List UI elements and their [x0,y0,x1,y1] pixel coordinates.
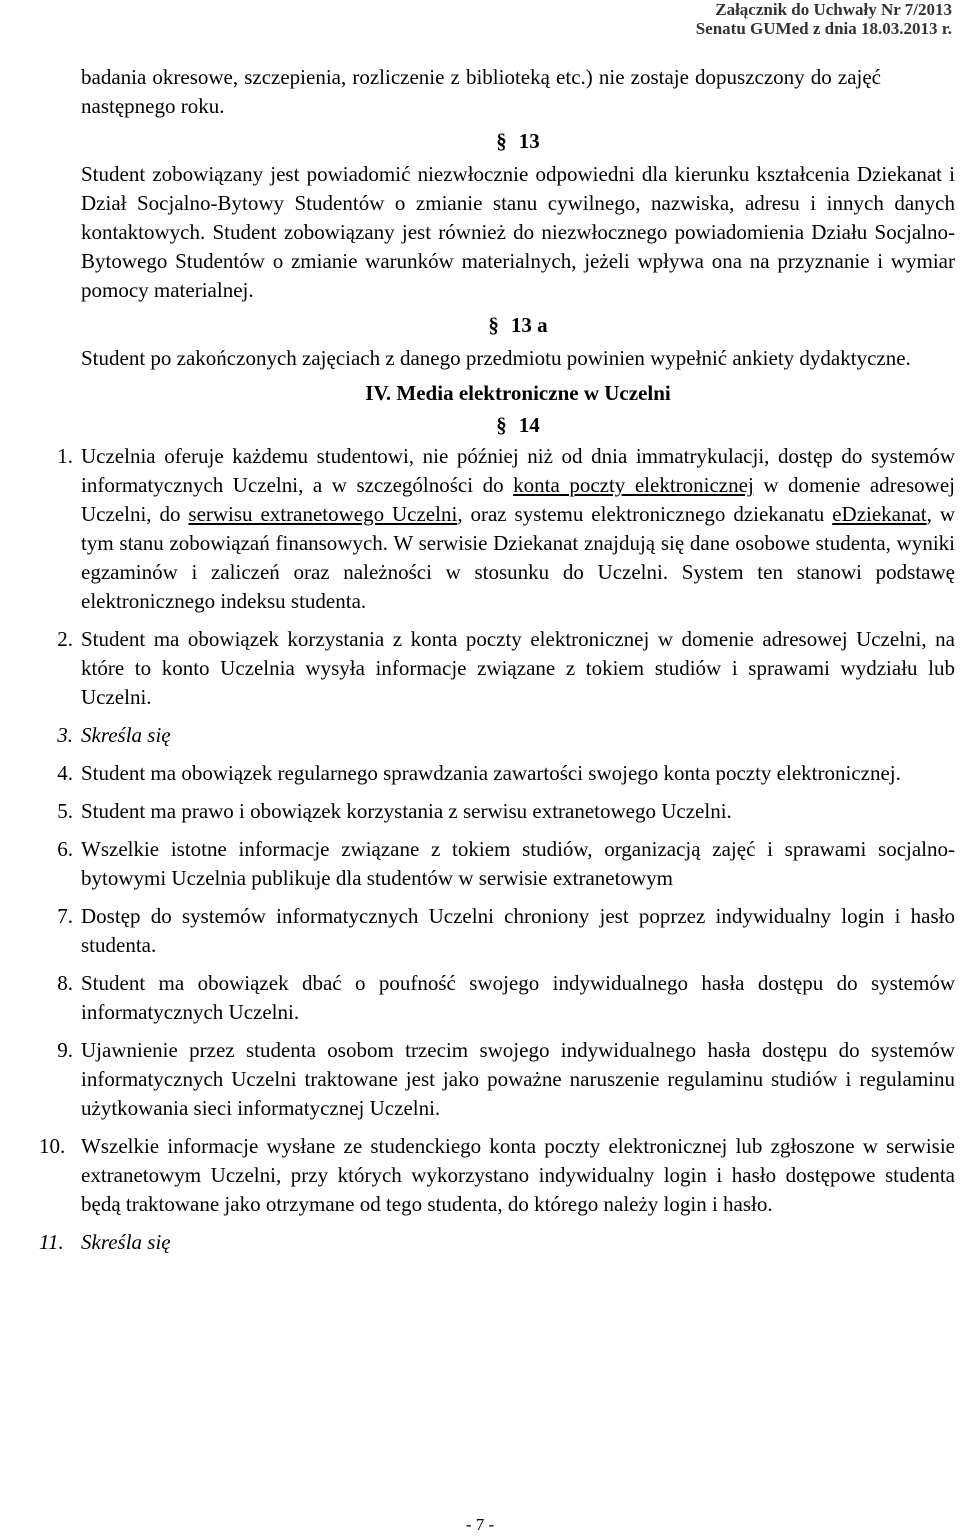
section-13a-heading [81,311,955,340]
document-header [696,0,952,38]
list-item-10 [39,1132,955,1219]
email-account-link[interactable]: konta poczty elektronicznej [513,473,754,497]
list-item-number: 10. [39,1134,66,1158]
list-item-1 [57,442,955,616]
list-item-number: 11. [39,1230,64,1254]
list-item-text [81,442,955,616]
list-item-8 [57,969,955,1027]
list-item-3 [57,721,955,750]
header-attachment-line: Załącznik do Uchwały Nr 7/2013 [715,0,952,19]
section-13-number: 13 [518,129,540,153]
list-item-number: 6. [57,837,73,861]
list-item-text: Wszelkie istotne informacje związane z tokiem studiów, organizacją zajęć i sprawami socjalno-bytowymi Uczelnia publikuje dla studentów w serwisie extranetowym [81,837,955,890]
list-item-text: Dostęp do systemów informatycznych Uczelni chroniony jest poprzez indywidualny login i hasło studenta. [81,904,955,957]
list-item-11 [39,1228,955,1257]
document-body [39,63,955,1266]
list-item-number: 3. [57,723,73,747]
list-item-6 [57,835,955,893]
list-item-number: 4. [57,761,73,785]
section-14-heading [81,411,955,440]
list-item-number: 5. [57,799,73,823]
item-1-text-b: w domenie adresowej Uczelni, do [81,473,955,526]
list-item-number: 8. [57,971,73,995]
list-item-number: 1. [57,444,73,468]
edziekanat-link[interactable]: eDziekanat [832,502,927,526]
list-item-number: 9. [57,1038,73,1062]
section-13a-paragraph: Student po zakończonych zajęciach z danego przedmiotu powinien wypełnić ankiety dydaktyczne. [81,346,911,370]
section-sign: § [496,413,507,437]
chapter-heading: IV. Media elektroniczne w Uczelni [365,381,671,405]
section-13-heading [81,127,955,156]
list-item-number: 2. [57,627,73,651]
intro-paragraph: badania okresowe, szczepienia, rozliczenie z biblioteką etc.) nie zostaje dopuszczony do zajęć następnego roku. [81,65,881,118]
header-senate-line: Senatu GUMed z dnia 18.03.2013 r. [695,19,952,38]
list-item-text: Skreśla się [81,1230,171,1254]
list-item-7 [57,902,955,960]
section-14-list [39,442,955,1257]
extranet-service-link[interactable]: serwisu extranetowego Uczelni [188,502,458,526]
list-item-text: Student ma prawo i obowiązek korzystania z serwisu extranetowego Uczelni. [81,799,732,823]
section-sign: § [496,129,507,153]
list-item-text: Ujawnienie przez studenta osobom trzecim swojego indywidualnego hasła dostępu do systemów informatycznych Uczelni traktowane jest jako poważne naruszenie regulaminu studiów i regulaminu użytkowania sieci informatycznej Uczelni. [81,1038,955,1120]
list-item-9 [57,1036,955,1123]
section-13-paragraph: Student zobowiązany jest powiadomić niezwłocznie odpowiedni dla kierunku kształcenia Dziekanat i Dział Socjalno-Bytowy Studentów o zmianie stanu cywilnego, nazwiska, adresu i innych danych kontaktowych. Student zobowiązany jest również do niezwłocznego powiadomienia Działu Socjalno-Bytowego Studentów o zmianie warunków materialnych, jeżeli wpływa ona na przyznanie i wymiar pomocy materialnej. [81,162,955,302]
list-item-number: 7. [57,904,73,928]
item-1-text-d: , w tym stanu zobowiązań finansowych. W serwisie Dziekanat znajdują się dane osobowe studenta, wyniki egzaminów i zaliczeń oraz należności w stosunku do Uczelni. System ten stanowi podstawę elektronicznego indeksu studenta. [81,502,955,613]
list-item-text: Wszelkie informacje wysłane ze studenckiego konta poczty elektronicznej lub zgłoszone w serwisie extranetowym Uczelni, przy których wykorzystano indywidualny login i hasło dostępowe studenta będą traktowane jako otrzymane od tego studenta, do którego należy login i hasło. [81,1134,955,1216]
section-14-number: 14 [518,413,540,437]
list-item-text: Skreśla się [81,723,171,747]
item-1-text-a: Uczelnia oferuje każdemu studentowi, nie później niż od dnia immatrykulacji, dostęp do systemów informatycznych Uczelni, a w szczególności do [81,444,955,497]
list-item-5 [57,797,955,826]
section-13a-number: 13 a [510,313,548,337]
item-1-text-c: , oraz systemu elektronicznego dziekanatu [457,502,833,526]
list-item-text: Student ma obowiązek dbać o poufność swojego indywidualnego hasła dostępu do systemów informatycznych Uczelni. [81,971,955,1024]
list-item-text: Student ma obowiązek regularnego sprawdzania zawartości swojego konta poczty elektronicznej. [81,761,901,785]
section-sign: § [488,313,499,337]
list-item-4 [57,759,955,788]
page-number: - 7 - [465,1515,495,1534]
list-item-text: Student ma obowiązek korzystania z konta poczty elektronicznej w domenie adresowej Uczelni, na które to konto Uczelnia wysyła informacje związane z tokiem studiów i sprawami wydziału lub Uczelni. [81,627,955,709]
list-item-2 [57,625,955,712]
